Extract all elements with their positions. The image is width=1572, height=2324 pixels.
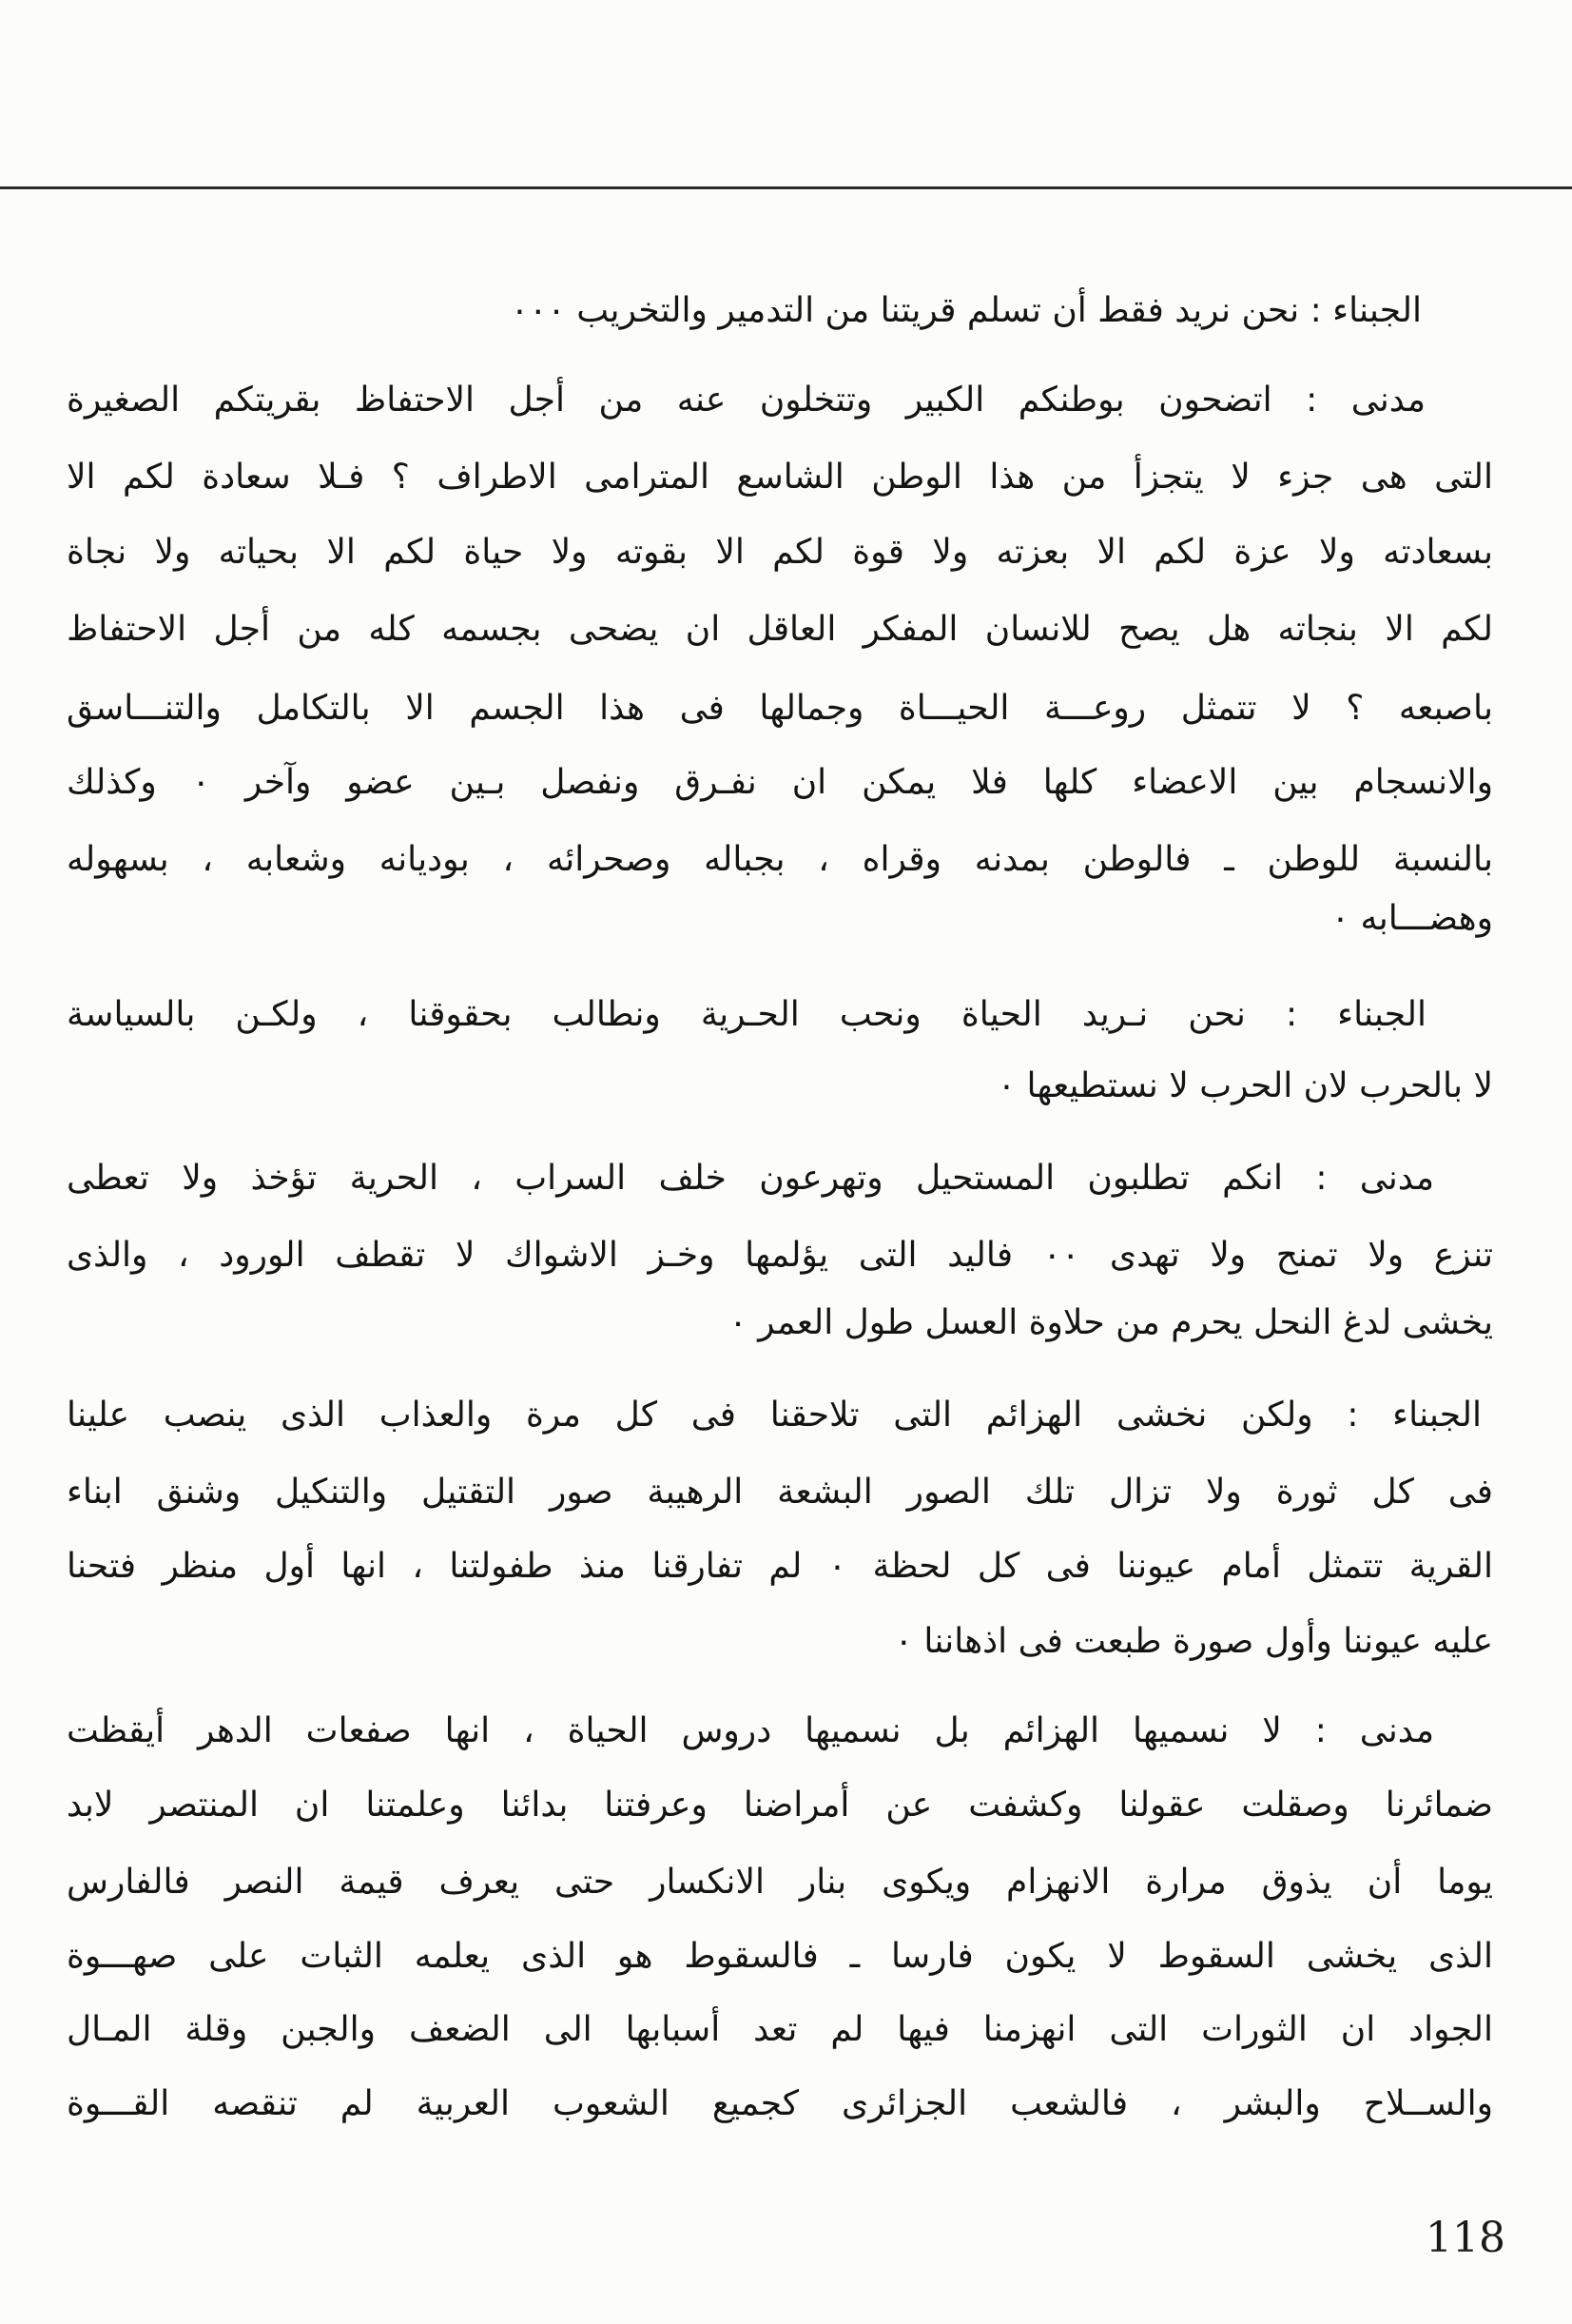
text-line: عليه عيوننا وأول صورة طبعت فى اذهاننا ٠ bbox=[894, 1622, 1493, 1661]
text-line: بسعادته ولا عزة لكم الا بعزته ولا قوة لكم الا بقوته ولا حياة لكم الا بحياته ولا نجاة bbox=[67, 533, 1493, 572]
text-line: مدنى : لا نسميها الهزائم بل نسميها دروس الحياة ، انها صفعات الدهر أيقظت bbox=[67, 1711, 1434, 1750]
text-line: باصبعه ؟ لا تتمثل روعـــة الحيـــاة وجمالها فى هذا الجسم الا بالتكامل والتنـــاسق bbox=[67, 689, 1493, 728]
text-line: تنزع ولا تمنح ولا تهدى ٠٠ فاليد التى يؤلمها وخـز الاشواك لا تقطف الورود ، والذى bbox=[67, 1236, 1493, 1275]
text-line: لكم الا بنجاته هل يصح للانسان المفكر العاقل ان يضحى بجسمه كله من أجل الاحتفاظ bbox=[67, 610, 1493, 649]
text-line: وهضـــابه ٠ bbox=[1330, 899, 1493, 938]
text-line: مدنى : انكم تطلبون المستحيل وتهرعون خلف السراب ، الحرية تؤخذ ولا تعطى bbox=[67, 1159, 1434, 1198]
page-number: 118 bbox=[1426, 2214, 1505, 2262]
text-line: التى هى جزء لا يتجزأ من هذا الوطن الشاسع المترامى الاطراف ؟ فـلا سعادة لكم الا bbox=[67, 458, 1493, 497]
text-line: مدنى : اتضحون بوطنكم الكبير وتتخلون عنه من أجل الاحتفاظ بقريتكم الصغيرة bbox=[67, 381, 1426, 420]
text-line: والســلاح والبشر ، فالشعب الجزائرى كجميع الشعوب العربية لم تنقصه القـــوة bbox=[67, 2084, 1493, 2123]
text-line: الجبناء : ولكن نخشى الهزائم التى تلاحقنا فى كل مرة والعذاب الذى ينصب علينا bbox=[67, 1396, 1482, 1435]
text-line: والانسجام بين الاعضاء كلها فلا يمكن ان نفـرق ونفصل بـين عضو وآخر ٠ وكذلك bbox=[67, 763, 1493, 802]
header-rule bbox=[0, 186, 1572, 189]
text-line: يوما أن يذوق مرارة الانهزام ويكوى بنار الانكسار حتى يعرف قيمة النصر فالفارس bbox=[67, 1863, 1493, 1902]
text-line: يخشى لدغ النحل يحرم من حلاوة العسل طول العمر ٠ bbox=[728, 1303, 1493, 1342]
text-line: ضمائرنا وصقلت عقولنا وكشفت عن أمراضنا وعرفتنا بدائنا وعلمتنا ان المنتصر لابد bbox=[67, 1786, 1493, 1825]
text-line: الذى يخشى السقوط لا يكون فارسا ـ فالسقوط هو الذى يعلمه الثبات على صهـــوة bbox=[67, 1937, 1493, 1976]
text-line: القرية تتمثل أمام عيوننا فى كل لحظة ٠ لم تفارقنا منذ طفولتنا ، انها أول منظر فتحنا bbox=[67, 1547, 1493, 1586]
text-line: لا بالحرب لان الحرب لا نستطيعها ٠ bbox=[997, 1066, 1493, 1105]
text-line: بالنسبة للوطن ـ فالوطن بمدنه وقراه ، بجباله وصحرائه ، بوديانه وشعابه ، بسهوله bbox=[67, 840, 1493, 879]
text-line: فى كل ثورة ولا تزال تلك الصور البشعة الرهيبة صور التقتيل والتنكيل وشنق ابناء bbox=[67, 1473, 1493, 1512]
text-line: الجواد ان الثورات التى انهزمنا فيها لم تعد أسبابها الى الضعف والجبن وقلة المـال bbox=[67, 2010, 1493, 2049]
text-line: الجبناء : نحن نـريد الحياة ونحب الحـرية ونطالب بحقوقنا ، ولكـن بالسياسة bbox=[67, 995, 1426, 1034]
text-line: الجبناء : نحن نريد فقط أن تسلم قريتنا من التدمير والتخريب ٠٠٠ bbox=[510, 291, 1422, 330]
